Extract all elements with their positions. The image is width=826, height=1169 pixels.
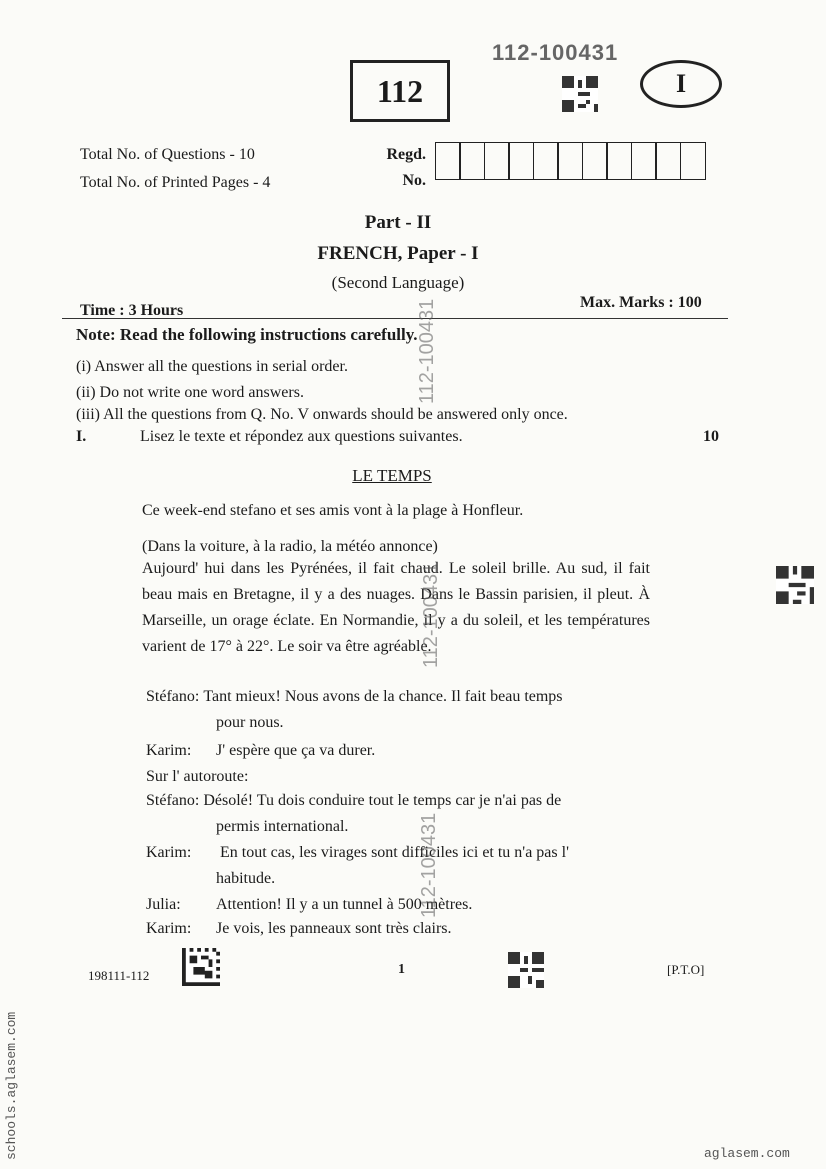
site-watermark: aglasem.com [704, 1146, 790, 1161]
speaker: Stéfano: [146, 688, 200, 705]
language-subtitle: (Second Language) [331, 273, 465, 292]
regd-label-line1: Regd. [386, 146, 426, 163]
total-pages: Total No. of Printed Pages - 4 [80, 174, 271, 191]
serial-watermark: 112-100431 [420, 562, 442, 668]
qr-code-icon [562, 76, 598, 112]
passage-radio: (Dans la voiture, à la radio, la météo annonce) [142, 538, 438, 555]
regd-label-line2: No. [402, 172, 426, 189]
dialogue-line [146, 684, 563, 736]
part-title: Part - II [364, 212, 432, 233]
speaker: Karim: [146, 920, 192, 937]
footer-qr-code-icon [508, 952, 544, 988]
line-text: Tant mieux! Nous avons de la chance. Il fait beau temps [203, 688, 563, 705]
serial-watermark: 112-100431 [418, 812, 440, 918]
on-highway: Sur l' autoroute: [146, 768, 249, 785]
reg-box [557, 142, 583, 180]
line-text: Désolé! Tu dois conduire tout le temps car je n'ai pas de [203, 792, 562, 809]
divider [62, 318, 728, 319]
datamatrix-code-icon [182, 948, 220, 986]
line-text: Attention! Il y a un tunnel à 500 mètres. [216, 896, 473, 913]
instruction-item: (i) Answer all the questions in serial order. [76, 358, 348, 375]
please-turn-over: [P.T.O] [667, 962, 705, 977]
side-qr-code-icon [776, 566, 814, 604]
set-indicator: I [640, 60, 722, 108]
question-text: Lisez le texte et répondez aux questions suivantes. [140, 428, 463, 445]
instructions-note: Note: Read the following instructions carefully. [76, 325, 418, 344]
serial-watermark: 112-100431 [416, 298, 438, 404]
line-continuation: pour nous. [216, 714, 284, 731]
paper-code-box: 112 [350, 60, 450, 122]
question-number: I. [76, 428, 87, 445]
speaker: Julia: [146, 896, 181, 913]
reg-box [655, 142, 681, 180]
reg-box [435, 142, 461, 180]
side-watermark: schools.aglasem.com [4, 1011, 19, 1160]
passage-intro: Ce week-end stefano et ses amis vont à la plage à Honfleur. [142, 502, 524, 519]
max-marks: Max. Marks : 100 [580, 294, 702, 311]
reg-box [680, 142, 706, 180]
reg-box [508, 142, 534, 180]
dialogue-line [146, 738, 375, 764]
line-text: J' espère que ça va durer. [216, 742, 376, 759]
page-number: 1 [398, 962, 405, 977]
reg-box [606, 142, 632, 180]
reg-box [484, 142, 510, 180]
line-continuation: permis international. [216, 818, 349, 835]
dialogue-line [146, 840, 569, 892]
passage-weather: Aujourd' hui dans les Pyrénées, il fait chaud. Le soleil brille. Au sud, il fait beau mais en Bretagne, il y a des nuages. Dans le Bassin parisien, il pleut. À Marseille, un orage éclate. En Normandie, il y a du soleil, et les températures varient de 17° à 22°. Le soir va être agréable. [142, 560, 650, 655]
reg-box [631, 142, 657, 180]
footer-code: 198111-112 [88, 968, 150, 983]
reg-box [459, 142, 485, 180]
paper-title: FRENCH, Paper - I [317, 243, 479, 264]
serial-number: 112-100431 [492, 40, 619, 65]
instruction-item: (iii) All the questions from Q. No. V onwards should be answered only once. [76, 406, 568, 423]
line-continuation: habitude. [216, 870, 276, 887]
regd-label [368, 142, 426, 194]
line-text: Je vois, les panneaux sont très clairs. [216, 920, 452, 937]
dialogue-line [146, 916, 452, 942]
reg-box [582, 142, 608, 180]
registration-number-boxes [436, 142, 706, 180]
reg-box [533, 142, 559, 180]
speaker: Karim: [146, 844, 192, 861]
speaker: Karim: [146, 742, 192, 759]
total-questions: Total No. of Questions - 10 [80, 146, 255, 163]
speaker: Stéfano: [146, 792, 200, 809]
dialogue-line [146, 788, 561, 840]
question-marks: 10 [703, 428, 719, 445]
passage-heading: LE TEMPS [352, 466, 432, 485]
line-text: En tout cas, les virages sont difficiles ici et tu n'a pas l' [220, 844, 569, 861]
time-allowed: Time : 3 Hours [80, 302, 184, 319]
instruction-item: (ii) Do not write one word answers. [76, 384, 304, 401]
